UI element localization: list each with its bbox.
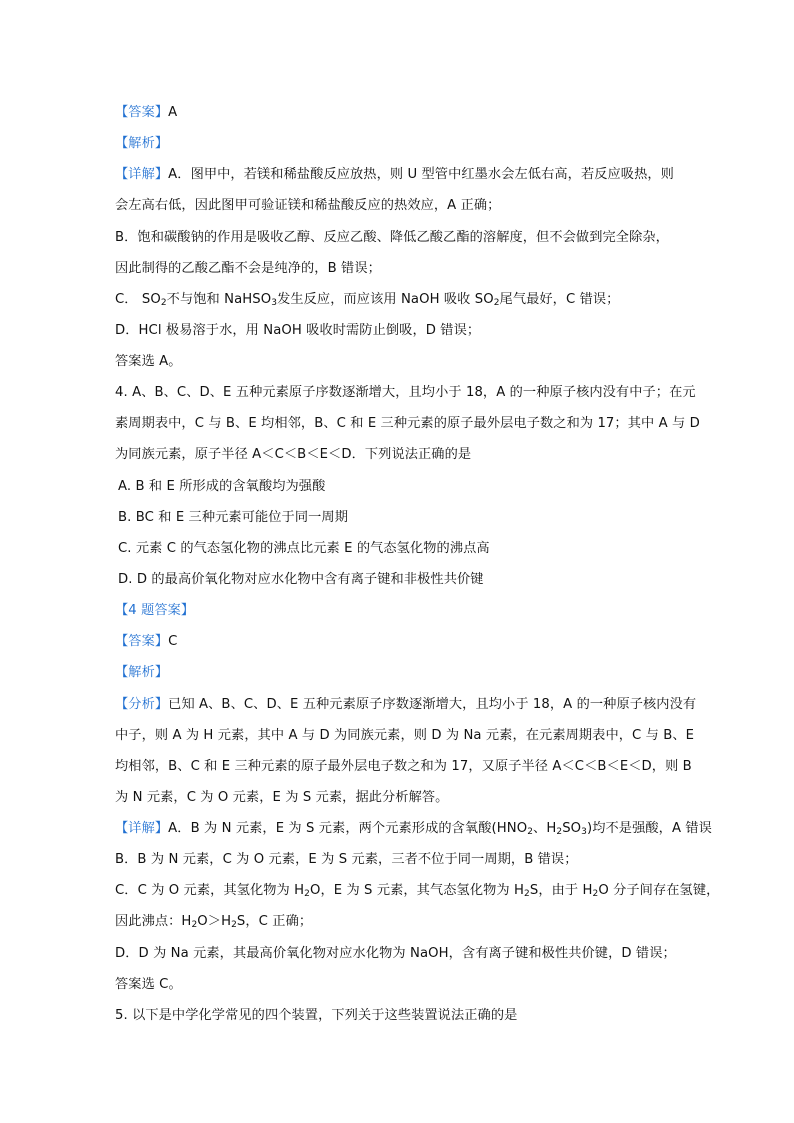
question-5-stem: 5. 以下是中学化学常见的四个装置，下列关于这些装置说法正确的是 xyxy=(115,1008,518,1023)
detail-text: A．图甲中，若镁和稀盐酸反应放热，则 U 型管中红墨水会左低右高，若反应吸热，则 xyxy=(168,167,674,182)
text-fragment: C． SO xyxy=(115,292,161,307)
detail-line-1 xyxy=(115,166,715,184)
subscript: 2 xyxy=(592,889,599,899)
option-c: C. 元素 C 的气态氢化物的沸点比元素 E 的气态氢化物的沸点高 xyxy=(118,541,490,556)
detail-b: B．B 为 N 元素，C 为 O 元素，E 为 S 元素，三者不位于同一周期，B 错误； xyxy=(115,852,578,867)
subscript: 2 xyxy=(524,889,530,899)
subscript: 2 xyxy=(160,298,167,308)
text-fragment: S，C 正确； xyxy=(236,914,313,929)
option-c-explanation xyxy=(115,291,715,309)
subscript: 2 xyxy=(191,920,198,930)
conclusion: 答案选 A。 xyxy=(115,354,182,369)
text-fragment: )均不是强酸，A 错误 xyxy=(586,821,712,836)
subscript: 3 xyxy=(271,298,278,308)
text-fragment: 因此沸点：H xyxy=(115,914,192,929)
analysis-line-1 xyxy=(115,696,715,714)
analysis-tag: 【解析】 xyxy=(115,665,169,680)
text-fragment: O 分子间存在氢键， xyxy=(598,883,720,898)
answer-line xyxy=(115,104,715,122)
text-fragment: 、H xyxy=(533,821,557,836)
subscript: 2 xyxy=(527,827,534,837)
analysis-line-4: 为 N 元素，C 为 O 元素，E 为 S 元素，据此分析解答。 xyxy=(115,790,449,805)
answer-tag: 【答案】 xyxy=(115,105,169,120)
subscript: 2 xyxy=(231,920,237,930)
detail-a xyxy=(115,820,715,838)
analysis-line-3: 均相邻，B、C 和 E 三种元素的原子最外层电子数之和为 17，又原子半径 A＜C＜B＜E＜D，则 B xyxy=(115,759,692,774)
analysis-tag: 【解析】 xyxy=(115,136,169,151)
text-fragment: O，E 为 S 元素，其气态氢化物为 H xyxy=(309,883,525,898)
question-4-stem-1: 4. A、B、C、D、E 五种元素原子序数逐渐增大，且均小于 18，A 的一种原子核内没有中子；在元 xyxy=(115,385,696,400)
answer-header: 【4 题答案】 xyxy=(115,603,195,618)
option-a: A. B 和 E 所形成的含氧酸均为强酸 xyxy=(118,479,326,494)
subscript: 2 xyxy=(304,889,310,899)
text-fragment: 尾气最好，C 错误； xyxy=(499,292,620,307)
detail-d: D．D 为 Na 元素，其最高价氧化物对应水化物为 NaOH，含有离子键和极性共价键，D 错误； xyxy=(115,946,676,961)
option-b-explanation-2: 因此制得的乙酸乙酯不会是纯净的，B 错误； xyxy=(115,261,381,276)
text-fragment: 发生反应，而应该用 NaOH 吸收 SO xyxy=(277,292,494,307)
conclusion: 答案选 C。 xyxy=(115,977,182,992)
text-fragment: A．B 为 N 元素，E 为 S 元素，两个元素形成的含氧酸(HNO xyxy=(168,821,528,836)
text-fragment: 不与饱和 NaHSO xyxy=(166,292,272,307)
subscript: 2 xyxy=(556,827,563,837)
detail-line-2: 会左高右低，因此图甲可验证镁和稀盐酸反应的热效应，A 正确； xyxy=(115,198,501,213)
text-fragment: S，由于 H xyxy=(529,883,593,898)
answer-value: C xyxy=(168,634,178,649)
detail-c-2 xyxy=(115,913,715,931)
detail-c xyxy=(115,882,720,900)
option-d-explanation: D．HCl 极易溶于水，用 NaOH 吸收时需防止倒吸，D 错误； xyxy=(115,323,481,338)
detail-tag: 【详解】 xyxy=(115,821,169,836)
question-4-stem-3: 为同族元素，原子半径 A＜C＜B＜E＜D．下列说法正确的是 xyxy=(115,447,472,462)
fenxi-tag: 【分析】 xyxy=(115,697,169,712)
answer-tag: 【答案】 xyxy=(115,634,169,649)
text-fragment: O＞H xyxy=(197,914,232,929)
subscript: 3 xyxy=(581,827,587,837)
question-4-stem-2: 素周期表中，C 与 B、E 均相邻，B、C 和 E 三种元素的原子最外层电子数之和为 17；其中 A 与 D xyxy=(115,416,700,431)
answer-line xyxy=(115,633,715,651)
answer-value: A xyxy=(168,105,178,120)
detail-tag: 【详解】 xyxy=(115,167,169,182)
analysis-line-2: 中子，则 A 为 H 元素，其中 A 与 D 为同族元素，则 D 为 Na 元素，在元素周期表中，C 与 B、E xyxy=(115,728,695,743)
text-fragment: C．C 为 O 元素，其氢化物为 H xyxy=(115,883,305,898)
analysis-text: 已知 A、B、C、D、E 五种元素原子序数逐渐增大，且均小于 18，A 的一种原子核内没有 xyxy=(168,697,697,712)
option-b: B. BC 和 E 三种元素可能位于同一周期 xyxy=(118,510,348,525)
option-d: D. D 的最高价氧化物对应水化物中含有离子键和非极性共价键 xyxy=(118,572,484,587)
option-b-explanation-1: B．饱和碳酸钠的作用是吸收乙醇、反应乙酸、降低乙酸乙酯的溶解度，但不会做到完全除杂， xyxy=(115,230,669,245)
subscript: 2 xyxy=(493,298,500,308)
text-fragment: SO xyxy=(562,821,582,836)
